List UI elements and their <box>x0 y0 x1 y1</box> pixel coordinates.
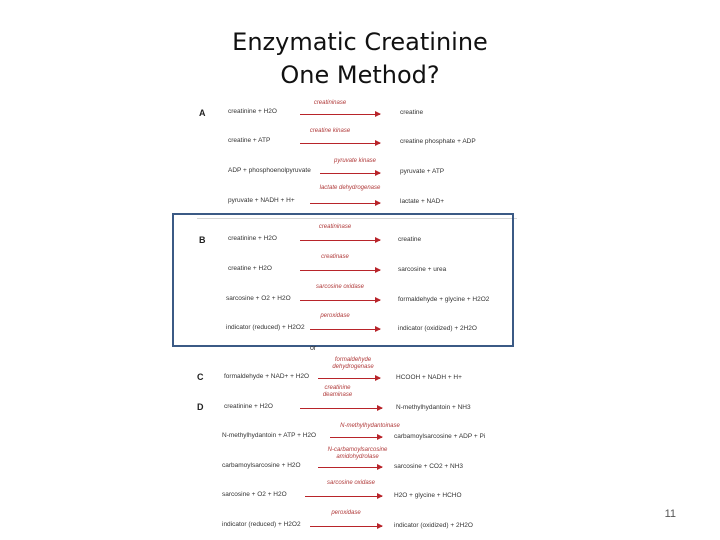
section-d-label: D <box>197 402 204 412</box>
section-b-enzyme-1: creatininase <box>318 224 352 230</box>
page-number: 11 <box>664 508 676 520</box>
section-b-right-4: indicator (oxidized) + 2H2O <box>398 325 477 332</box>
section-a-label: A <box>199 108 206 118</box>
section-d-left-1: creatinine + H2O <box>224 403 273 410</box>
section-c-right-1: HCOOH + NADH + H+ <box>396 374 462 381</box>
section-c-arrow-1 <box>318 378 380 379</box>
section-d-arrow-3 <box>318 467 382 468</box>
section-a-enzyme-2: creatine kinase <box>309 128 351 134</box>
section-c-left-1: formaldehyde + NAD+ + H2O <box>224 373 310 380</box>
section-b-right-3: formaldehyde + glycine + H2O2 <box>398 296 490 303</box>
section-a-arrow-4 <box>310 203 380 204</box>
section-b-arrow-1 <box>300 240 380 241</box>
section-a-arrow-1 <box>300 114 380 115</box>
section-b-right-1: creatine <box>398 236 422 243</box>
section-b-arrow-2 <box>300 270 380 271</box>
section-a-right-1: creatine <box>400 109 424 116</box>
section-b-left-3: sarcosine + O2 + H2O <box>226 295 291 302</box>
section-d-enzyme-2: N-methylhydantoinase <box>340 423 400 429</box>
section-d-right-1: N-methylhydantoin + NH3 <box>396 404 471 411</box>
section-b-right-2: sarcosine + urea <box>398 266 447 273</box>
section-b-left-4: indicator (reduced) + H2O2 <box>226 324 305 331</box>
section-d-arrow-1 <box>300 408 382 409</box>
section-d-enzyme-4: sarcosine oxidase <box>326 480 376 486</box>
section-d-arrow-4 <box>305 496 382 497</box>
section-d-left-4: sarcosine + O2 + H2O <box>222 491 287 498</box>
section-a-left-1: creatinine + H2O <box>228 108 277 115</box>
section-d-left-3: carbamoylsarcosine + H2O <box>222 462 301 469</box>
section-b-enzyme-3: sarcosine oxidase <box>315 284 365 290</box>
section-d-enzyme-3: N-carbamoylsarcosine amidohydrolase <box>327 447 388 460</box>
section-b-arrow-3 <box>300 300 380 301</box>
section-d-arrow-5 <box>310 526 382 527</box>
section-d-arrow-2 <box>330 437 382 438</box>
section-a-arrow-3 <box>320 173 380 174</box>
section-a-right-4: lactate + NAD+ <box>400 198 445 205</box>
or-text: or <box>310 345 317 352</box>
section-a-enzyme-1: creatininase <box>313 100 347 106</box>
section-d-right-4: H2O + glycine + HCHO <box>394 492 462 499</box>
section-d-enzyme-1: creatinine deaminase <box>322 385 353 398</box>
section-a-left-2: creatine + ATP <box>228 137 271 144</box>
section-a-arrow-2 <box>300 143 380 144</box>
section-d-left-2: N-methylhydantoin + ATP + H2O <box>222 432 317 439</box>
section-d-right-3: sarcosine + CO2 + NH3 <box>394 463 464 470</box>
section-a-enzyme-4: lactate dehydrogenase <box>319 185 381 191</box>
section-b-label: B <box>199 235 206 245</box>
section-a-left-4: pyruvate + NADH + H+ <box>228 197 295 204</box>
section-b-arrow-4 <box>310 329 380 330</box>
section-c-label: C <box>197 372 204 382</box>
section-d-enzyme-5: peroxidase <box>331 510 361 516</box>
section-a-right-3: pyruvate + ATP <box>400 168 445 175</box>
section-d-right-2: carbamoylsarcosine + ADP + Pi <box>394 433 486 440</box>
section-d-left-5: indicator (reduced) + H2O2 <box>222 521 301 528</box>
slide-title-line1: Enzymatic Creatinine <box>232 28 488 56</box>
section-b-left-1: creatinine + H2O <box>228 235 277 242</box>
section-d-right-5: indicator (oxidized) + 2H2O <box>394 522 473 529</box>
section-b-left-2: creatine + H2O <box>228 265 272 272</box>
section-c-enzyme-1: formaldehyde dehydrogenase <box>332 357 374 370</box>
section-a-enzyme-3: pyruvate kinase <box>333 158 377 164</box>
slide-title-line2: One Method? <box>280 61 440 89</box>
section-b-enzyme-2: creatinase <box>321 254 349 260</box>
section-a-left-3: ADP + phosphoenolpyruvate <box>228 167 311 174</box>
section-b-enzyme-4: peroxidase <box>320 313 350 319</box>
section-a-right-2: creatine phosphate + ADP <box>400 138 476 145</box>
